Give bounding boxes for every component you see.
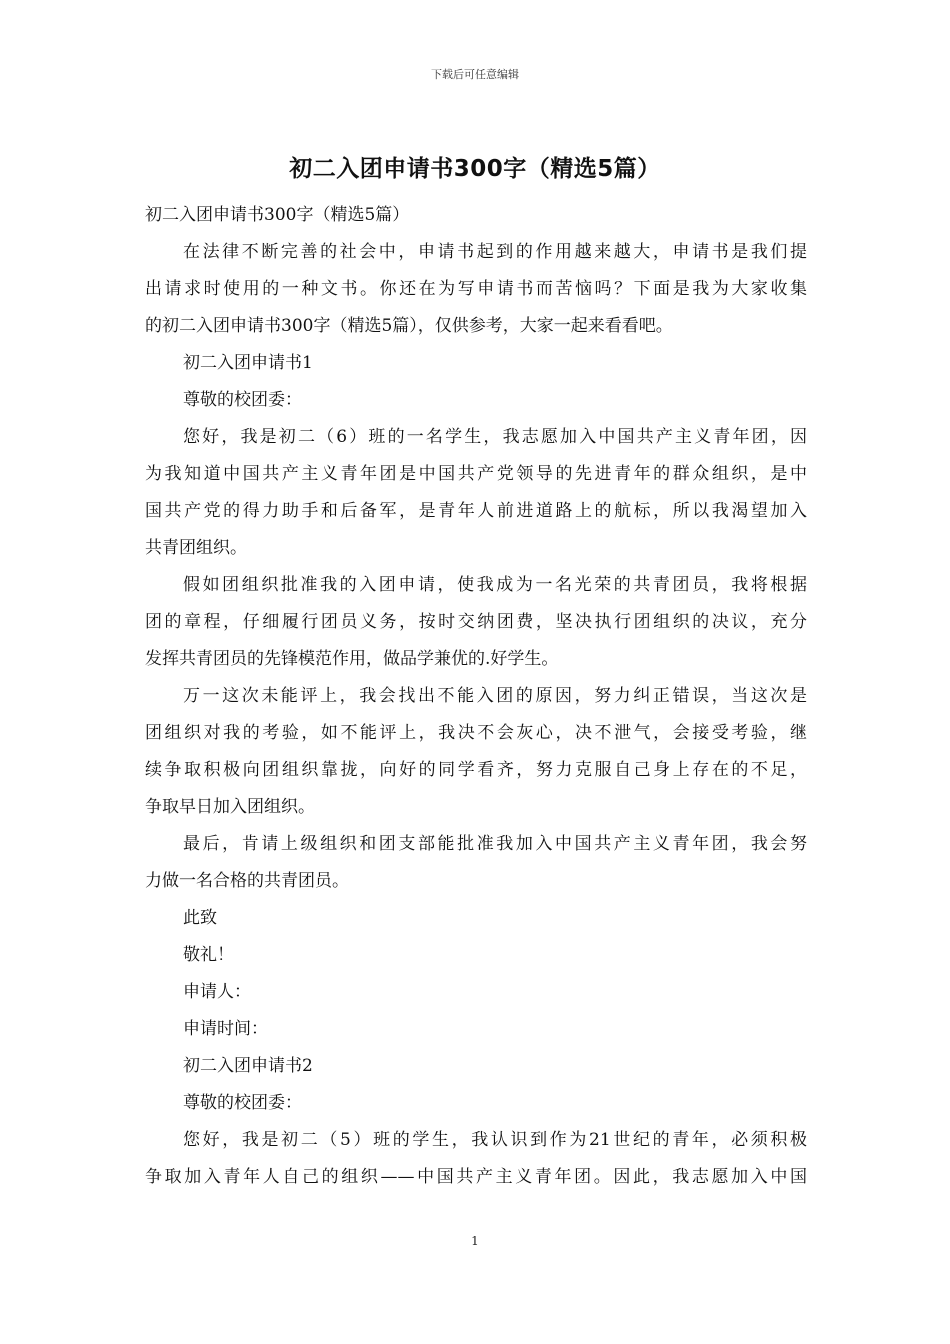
- paragraph-line: 争取早日加入团组织。: [145, 797, 315, 817]
- letter-heading: 初二入团申请书1: [183, 353, 313, 373]
- paragraph-line: 共青团组织。: [145, 538, 247, 558]
- letter-paragraph: [145, 419, 807, 567]
- letter-paragraph: [145, 826, 807, 900]
- paragraph-line: 万一这次未能评上，我会找出不能入团的原因，努力纠正错误，当这次是: [183, 686, 807, 706]
- applicant-label: 申请人：: [183, 982, 251, 1002]
- paragraph-line: 最后，肯请上级组织和团支部能批准我加入中国共产主义青年团，我会努: [183, 834, 807, 854]
- paragraph-line: 的初二入团申请书300字（精选5篇），仅供参考，大家一起来看看吧。: [145, 316, 673, 336]
- paragraph-line: 团的章程，仔细履行团员义务，按时交纳团费，坚决执行团组织的决议，充分: [145, 612, 807, 632]
- paragraph-line: 团组织对我的考验，如不能评上，我决不会灰心，决不泄气，会接受考验，继: [145, 723, 807, 743]
- letter-heading: 初二入团申请书2: [183, 1056, 313, 1076]
- letter-paragraph: [145, 1122, 807, 1196]
- document-body: [145, 197, 807, 1196]
- paragraph-line: 为我知道中国共产主义青年团是中国共产党领导的先进青年的群众组织，是中: [145, 464, 807, 484]
- paragraph-line: 续争取积极向团组织靠拢，向好的同学看齐，努力克服自己身上存在的不足，: [145, 760, 807, 780]
- intro-paragraph: [145, 234, 807, 345]
- date-label: 申请时间：: [183, 1019, 268, 1039]
- paragraph-line: 国共产党的得力助手和后备军，是青年人前进道路上的航标，所以我渴望加入: [145, 501, 807, 521]
- paragraph-line: 发挥共青团员的先锋模范作用，做品学兼优的.好学生。: [145, 649, 559, 669]
- document-title: 初二入团申请书300字（精选5篇）: [289, 156, 661, 182]
- letter-paragraph: [145, 567, 807, 678]
- letter-salutation: 尊敬的校团委：: [183, 390, 302, 410]
- paragraph-line: 假如团组织批准我的入团申请，使我成为一名光荣的共青团员，我将根据: [183, 575, 807, 595]
- letter-salutation: 尊敬的校团委：: [183, 1093, 302, 1113]
- paragraph-line: 您好，我是初二（6）班的一名学生，我志愿加入中国共产主义青年团，因: [183, 427, 807, 447]
- paragraph-line: 在法律不断完善的社会中，申请书起到的作用越来越大，申请书是我们提: [183, 242, 807, 262]
- paragraph-line: 您好，我是初二（5）班的学生，我认识到作为21世纪的青年，必须积极: [183, 1130, 807, 1150]
- page-number: 1: [471, 1234, 479, 1248]
- letter-paragraph: [145, 678, 807, 826]
- paragraph-line: 争取加入青年人自己的组织——中国共产主义青年团。因此，我志愿加入中国: [145, 1167, 807, 1187]
- paragraph-line: 出请求时使用的一种文书。你还在为写申请书而苦恼吗？下面是我为大家收集: [145, 279, 807, 299]
- paragraph-line: 力做一名合格的共青团员。: [145, 871, 349, 891]
- header-note: 下载后可任意编辑: [431, 68, 519, 81]
- document-subtitle: 初二入团申请书300字（精选5篇）: [145, 205, 410, 225]
- letter-closing: 此致: [183, 908, 217, 928]
- letter-closing: 敬礼！: [183, 945, 234, 965]
